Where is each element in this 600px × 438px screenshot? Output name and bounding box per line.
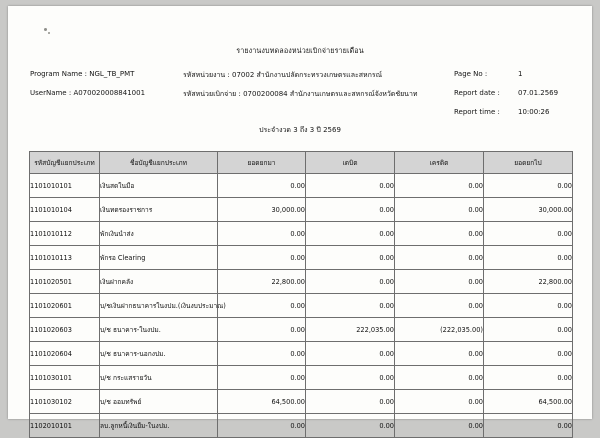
cell-credit: 0.00: [395, 414, 484, 438]
cell-debit: 0.00: [306, 366, 395, 390]
cell-account-name: ลบ.ลูกหนี้เงินยืม-ในงปม.: [100, 414, 218, 438]
cell-debit: 0.00: [306, 390, 395, 414]
cell-carried-forward: 0.00: [484, 246, 573, 270]
cell-debit: 0.00: [306, 414, 395, 438]
cell-brought-forward: 0.00: [218, 174, 306, 198]
cell-brought-forward: 0.00: [218, 222, 306, 246]
cell-brought-forward: 0.00: [218, 342, 306, 366]
page-title: รายงานงบทดลองหน่วยเบิกจ่ายรายเดือน: [236, 46, 364, 55]
meta-row-1: [8, 70, 592, 89]
table-body: [30, 174, 573, 438]
cell-carried-forward: 0.00: [484, 318, 573, 342]
cell-debit: 0.00: [306, 174, 395, 198]
report-time-value: 10:00:26: [518, 108, 550, 116]
cell-carried-forward: 30,000.00: [484, 198, 573, 222]
cell-debit: 0.00: [306, 342, 395, 366]
cell-account-name: เงินสดในมือ: [100, 174, 218, 198]
scan-speck: [48, 32, 50, 34]
cell-carried-forward: 0.00: [484, 414, 573, 438]
column-header-carried-forward: ยอดยกไป: [484, 152, 573, 174]
page-no-value: 1: [518, 70, 523, 78]
username-label: UserName : A070020008841001: [30, 89, 146, 97]
cell-account-code: 1102010101: [30, 414, 100, 438]
column-header-code: รหัสบัญชีแยกประเภท: [30, 152, 100, 174]
cell-credit: 0.00: [395, 270, 484, 294]
cell-brought-forward: 30,000.00: [218, 198, 306, 222]
cell-brought-forward: 0.00: [218, 366, 306, 390]
meta-row-2: [8, 89, 592, 108]
column-header-name: ชื่อบัญชีแยกประเภท: [100, 152, 218, 174]
cell-brought-forward: 22,800.00: [218, 270, 306, 294]
table-row: [30, 174, 573, 198]
table-row: [30, 294, 573, 318]
cell-account-code: 1101020603: [30, 318, 100, 342]
payunit-code-label: รหัสหน่วยเบิกจ่าย : 0700200084 สำนักงานเกษตรและสหกรณ์จังหวัดชัยนาท: [183, 90, 418, 98]
trial-balance-table: [29, 151, 573, 438]
program-name-value: NGL_TB_PMT: [89, 70, 135, 78]
table-header-row: [30, 152, 573, 174]
cell-credit: 0.00: [395, 366, 484, 390]
cell-account-code: 1101010113: [30, 246, 100, 270]
table-row: [30, 222, 573, 246]
cell-account-name: บ/ชเงินฝากธนาคารในงปม.(เงินงบประมาณ): [100, 294, 218, 318]
cell-brought-forward: 0.00: [218, 246, 306, 270]
cell-account-code: 1101010112: [30, 222, 100, 246]
cell-account-name: เงินทดรองราชการ: [100, 198, 218, 222]
cell-account-name: พักเงินนำส่ง: [100, 222, 218, 246]
scanned-page: [8, 6, 592, 430]
cell-debit: 0.00: [306, 270, 395, 294]
cell-credit: 0.00: [395, 222, 484, 246]
table-row: [30, 198, 573, 222]
cell-carried-forward: 0.00: [484, 294, 573, 318]
cell-account-name: บ/ช กระแสรายวัน: [100, 366, 218, 390]
column-header-brought-forward: ยอดยกมา: [218, 152, 306, 174]
cell-debit: 222,035.00: [306, 318, 395, 342]
cell-brought-forward: 0.00: [218, 294, 306, 318]
cell-account-code: 1101020501: [30, 270, 100, 294]
cell-account-name: บ/ช ออมทรัพย์: [100, 390, 218, 414]
program-name-label: Program Name : NGL_TB_PMT: [30, 70, 135, 78]
cell-brought-forward: 0.00: [218, 318, 306, 342]
dept-code-label: รหัสหน่วยงาน : 07002 สำนักงานปลัดกระทรวงเกษตรและสหกรณ์: [183, 71, 383, 79]
cell-brought-forward: 64,500.00: [218, 390, 306, 414]
cell-debit: 0.00: [306, 294, 395, 318]
table-row: [30, 318, 573, 342]
cell-debit: 0.00: [306, 222, 395, 246]
cell-account-code: 1101010104: [30, 198, 100, 222]
report-date-value: 07.01.2569: [518, 89, 559, 97]
cell-carried-forward: 0.00: [484, 342, 573, 366]
cell-account-name: บ/ช ธนาคาร-นอกงปม.: [100, 342, 218, 366]
cell-debit: 0.00: [306, 246, 395, 270]
cell-credit: 0.00: [395, 390, 484, 414]
report-date-label: Report date :: [454, 89, 500, 97]
cell-credit: 0.00: [395, 342, 484, 366]
report-meta: [8, 70, 592, 127]
cell-carried-forward: 22,800.00: [484, 270, 573, 294]
page-no-label: Page No :: [454, 70, 488, 78]
scan-speck: [44, 28, 47, 31]
cell-credit: 0.00: [395, 198, 484, 222]
cell-account-name: พักรอ Clearing: [100, 246, 218, 270]
cell-credit: 0.00: [395, 174, 484, 198]
cell-account-code: 1101030102: [30, 390, 100, 414]
table-row: [30, 342, 573, 366]
cell-carried-forward: 0.00: [484, 366, 573, 390]
table-row: [30, 390, 573, 414]
cell-account-name: เงินฝากคลัง: [100, 270, 218, 294]
cell-carried-forward: 64,500.00: [484, 390, 573, 414]
cell-credit: 0.00: [395, 294, 484, 318]
table-row: [30, 414, 573, 438]
cell-account-code: 1101030101: [30, 366, 100, 390]
cell-debit: 0.00: [306, 198, 395, 222]
report-time-label: Report time :: [454, 108, 500, 116]
cell-brought-forward: 0.00: [218, 414, 306, 438]
report-sheet: [8, 6, 592, 430]
cell-account-code: 1101010101: [30, 174, 100, 198]
cell-account-name: บ/ช ธนาคาร-ในงปม.: [100, 318, 218, 342]
cell-carried-forward: 0.00: [484, 174, 573, 198]
column-header-debit: เดบิต: [306, 152, 395, 174]
table-row: [30, 366, 573, 390]
report-period: ประจำงวด 3 ถึง 3 ปี 2569: [259, 126, 341, 134]
cell-credit: (222,035.00): [395, 318, 484, 342]
table-row: [30, 246, 573, 270]
cell-carried-forward: 0.00: [484, 222, 573, 246]
table-row: [30, 270, 573, 294]
column-header-credit: เครดิต: [395, 152, 484, 174]
cell-account-code: 1101020601: [30, 294, 100, 318]
cell-credit: 0.00: [395, 246, 484, 270]
cell-account-code: 1101020604: [30, 342, 100, 366]
username-value: A070020008841001: [73, 89, 146, 97]
